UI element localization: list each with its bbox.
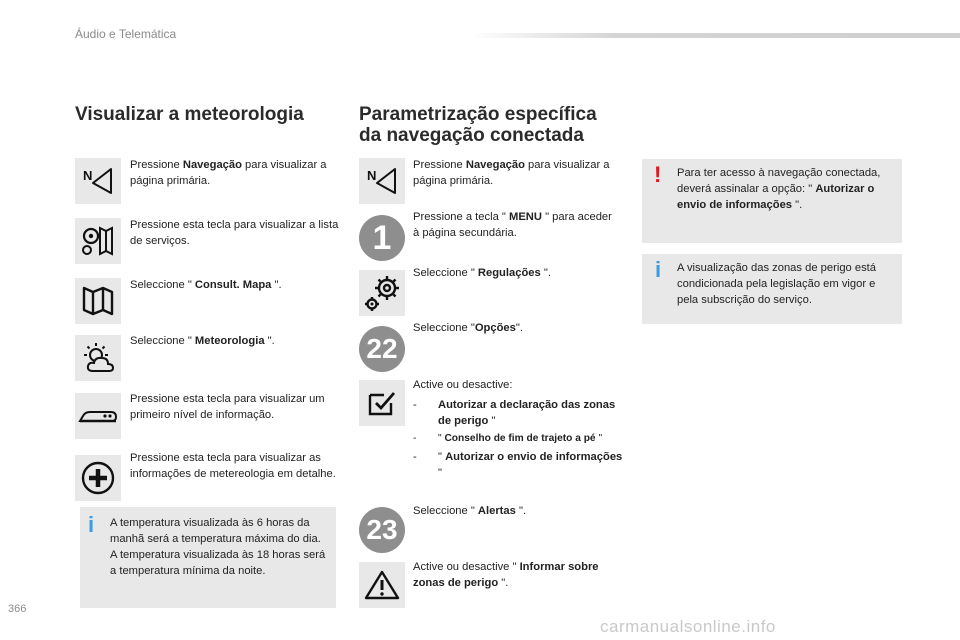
navigation-n-icon [359, 158, 405, 204]
middle-step-4-text: Seleccione "Opções". [413, 322, 523, 334]
middle-step-5-text: Active ou desactive: - Autorizar a declaração das zonas de perigo " - " Conselho de fim de trajeto a pé " - " Autorizar o envio de informações " [413, 377, 625, 483]
section-title: Áudio e Telemática [75, 27, 177, 41]
weather-icon [75, 335, 121, 381]
middle-step-2-text: Pressione a tecla " MENU " para aceder à página secundária. [413, 211, 612, 239]
info-icon: i [88, 512, 95, 537]
services-icon [75, 218, 121, 264]
warning-note [642, 159, 902, 243]
middle-step-6-text: Seleccione " Alertas ". [413, 505, 527, 517]
left-step-4-text: Seleccione " Meteorologia ". [130, 335, 275, 347]
page-number: 366 [8, 603, 27, 615]
options-list [413, 397, 625, 481]
left-info-note [80, 507, 336, 608]
middle-step-3-text: Seleccione " Regulações ". [413, 267, 551, 279]
left-step-1-text: Pressione Navegação para visualizar a página primária. [130, 159, 327, 187]
svg-text:N: N [83, 168, 93, 183]
option-item: - Autorizar a declaração das zonas de perigo " [413, 399, 616, 427]
header-rule [470, 33, 960, 38]
left-step-3-text: Seleccione " Consult. Mapa ". [130, 279, 282, 291]
info-icon: i [655, 257, 662, 282]
right-info-note [642, 254, 902, 324]
svg-text:N: N [367, 168, 377, 183]
step-number-badge: 1 [359, 215, 405, 261]
middle-section-title: Parametrização específica da navegação conectada [359, 104, 597, 146]
middle-step-7-text: Active ou desactive " Informar sobre zonas de perigo ". [413, 561, 599, 589]
left-step-2-text: Pressione esta tecla para visualizar a lista de serviços. [130, 219, 339, 247]
warning-icon: ! [654, 162, 662, 187]
step-number-badge: 22 [359, 326, 405, 372]
checkbox-icon [359, 380, 405, 426]
settings-icon [359, 270, 405, 316]
left-step-6-text: Pressione esta tecla para visualizar as informações de metereologia em detalhe. [130, 452, 336, 480]
right-info-note-text: A visualização das zonas de perigo está condicionada pela legislação em vigor e pela subscrição do serviço. [677, 262, 877, 306]
navigation-n-icon [75, 158, 121, 204]
warning-note-text: Para ter acesso à navegação conectada, deverá assinalar a opção: " Autorizar o envio de informações ". [677, 167, 881, 211]
left-section-title: Visualizar a meteorologia [75, 104, 304, 125]
middle-step-1-text: Pressione Navegação para visualizar a página primária. [413, 159, 610, 187]
option-item: - " Autorizar o envio de informações " [413, 451, 623, 479]
option-item: - " Conselho de fim de trajeto a pé " [413, 433, 603, 444]
step-number-badge: 23 [359, 507, 405, 553]
map-icon [75, 278, 121, 324]
warning-triangle-icon [359, 562, 405, 608]
watermark: carmanualsonline.info [600, 617, 776, 636]
plus-icon [75, 455, 121, 501]
info-level-icon [75, 393, 121, 439]
left-info-note-text: A temperatura visualizada às 6 horas da manhã será a temperatura máxima do dia. A temperatura visualizada às 18 horas será a temperatura mínima da noite. [110, 517, 326, 577]
left-step-5-text: Pressione esta tecla para visualizar um primeiro nível de informação. [130, 393, 325, 421]
